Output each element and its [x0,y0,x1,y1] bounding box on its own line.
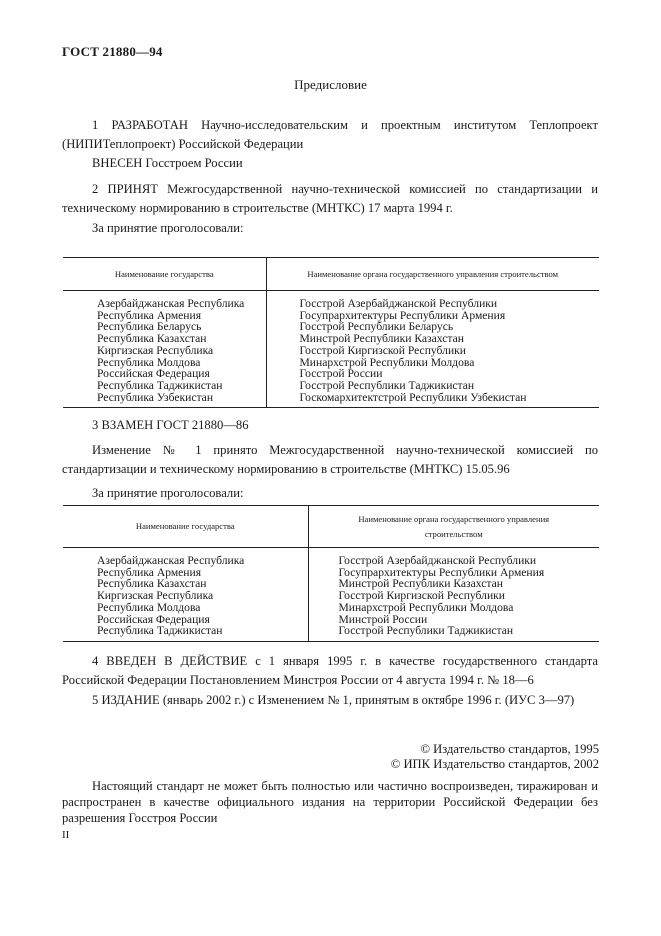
section-2-label: 2 ПРИНЯТ [92,182,158,196]
page-number: II [62,829,70,841]
section-5-label: 5 ИЗДАНИЕ [92,693,160,707]
table-row [63,345,599,357]
section-1-label: 1 РАЗРАБОТАН [92,118,188,132]
voted-label-2: За принятие проголосовали: [92,486,244,500]
state-cell: Киргизская Республика [97,343,214,357]
section-5-edition [62,691,598,710]
section-4-text: с 1 января 1995 г. в качестве государственного стандарта Российской Федерации Постановлением Минстроя России от 4 августа 1994 г. № 18—6 [62,654,599,687]
state-cell: Азербайджанская Республика [97,554,245,567]
section-4-effective [62,652,598,690]
table-2-header-authority: Наименование органа государственного управления строительством [308,506,599,548]
table-row [63,625,599,641]
reproduction-notice: Настоящий стандарт не может быть полностью или частично воспроизведен, тиражирован и распространен в качестве официального издания на территории Российской Федерации без разрешения Госстроя России [62,779,598,825]
state-cell: Республика Беларусь [97,320,202,334]
authority-cell: Госкомархитектстрой Республики Узбекистан [266,392,599,408]
authority-cell: Госупрархитектуры Республики Армения [266,310,599,322]
authority-cell: Минстрой России [308,614,599,626]
table-row [63,548,599,567]
copyright-line-1: © Издательство стандартов, 1995 [420,742,599,756]
copyright-line-2: © ИПК Издательство стандартов, 2002 [390,757,599,771]
amendment-paragraph: Изменение № 1 принято Межгосударственной научно-технической комиссией по стандартизации и техническому нормированию в строительстве (МНТКС) 15.05.96 [62,443,598,476]
introduced-paragraph [62,154,598,173]
document-header: ГОСТ 21880—94 [62,44,163,59]
table-1-header-authority: Наименование органа государственного управления строительством [266,258,599,291]
state-cell: Киргизская Республика [97,589,214,603]
table-row [63,602,599,614]
authority-cell: Госстрой Республики Таджикистан [308,625,599,641]
table-row [63,392,599,408]
state-cell: Республика Таджикистан [97,378,223,392]
authority-cell: Госстрой Киргизской Республики [266,345,599,357]
state-cell: Республика Молдова [97,600,201,614]
section-3-replaces [62,416,598,435]
state-cell: Республика Молдова [97,355,201,369]
authority-cell: Минархстрой Республики Молдова [308,602,599,614]
section-1-text: Научно-исследовательским и проектным институтом Теплопроект (НИПИТеплопроект) Российской Федерации [62,118,598,151]
state-cell: Азербайджанская Республика [97,297,245,310]
state-cell: Республика Казахстан [97,577,207,591]
authority-cell: Минархстрой Республики Молдова [266,357,599,369]
authority-cell: Госстрой Республики Беларусь [266,321,599,333]
table-row [63,380,599,392]
state-cell: Российская Федерация [97,612,210,626]
voted-label-1: За принятие проголосовали: [92,221,244,235]
authority-cell: Госстрой Республики Таджикистан [266,380,599,392]
authority-cell: Госупрархитектуры Республики Армения [308,567,599,579]
authority-cell: Госстрой Киргизской Республики [308,590,599,602]
authority-cell: Госстрой Азербайджанской Республики [308,548,599,567]
page-title: Предисловие [294,77,367,92]
state-cell: Республика Таджикистан [63,625,308,641]
section-4-label: 4 ВВЕДЕН В ДЕЙСТВИЕ [92,654,248,668]
section-3-label: 3 ВЗАМЕН ГОСТ 21880—86 [92,418,249,432]
authority-cell: Госстрой Азербайджанской Республики [266,291,599,310]
state-cell: Республика Армения [97,565,202,579]
introduced-label: ВНЕСЕН [92,156,143,170]
state-cell: Республика Армения [97,308,202,322]
table-1-header-state: Наименование государства [63,258,266,291]
voting-table-1 [63,257,599,408]
authority-cell: Минстрой Республики Казахстан [266,333,599,345]
voting-table-2 [63,505,599,642]
authority-cell: Минстрой Республики Казахстан [308,578,599,590]
state-cell: Республика Узбекистан [63,392,266,408]
state-cell: Российская Федерация [97,367,210,381]
authority-cell: Госстрой России [266,368,599,380]
section-2-text: Межгосударственной научно-технической комиссией по стандартизации и техническому нормированию в строительстве (МНТКС) 17 марта 1994 г. [62,182,598,215]
section-5-text: (январь 2002 г.) с Изменением № 1, принятым в октябре 1996 г. (ИУС 3—97) [162,693,575,707]
section-2-adopted [62,180,598,218]
introduced-text: Госстроем России [145,156,243,170]
table-row [63,291,599,310]
table-2-header-state: Наименование государства [63,506,308,548]
state-cell: Республика Казахстан [97,332,207,346]
section-1-developed [62,116,598,154]
copyright-block [391,742,599,772]
